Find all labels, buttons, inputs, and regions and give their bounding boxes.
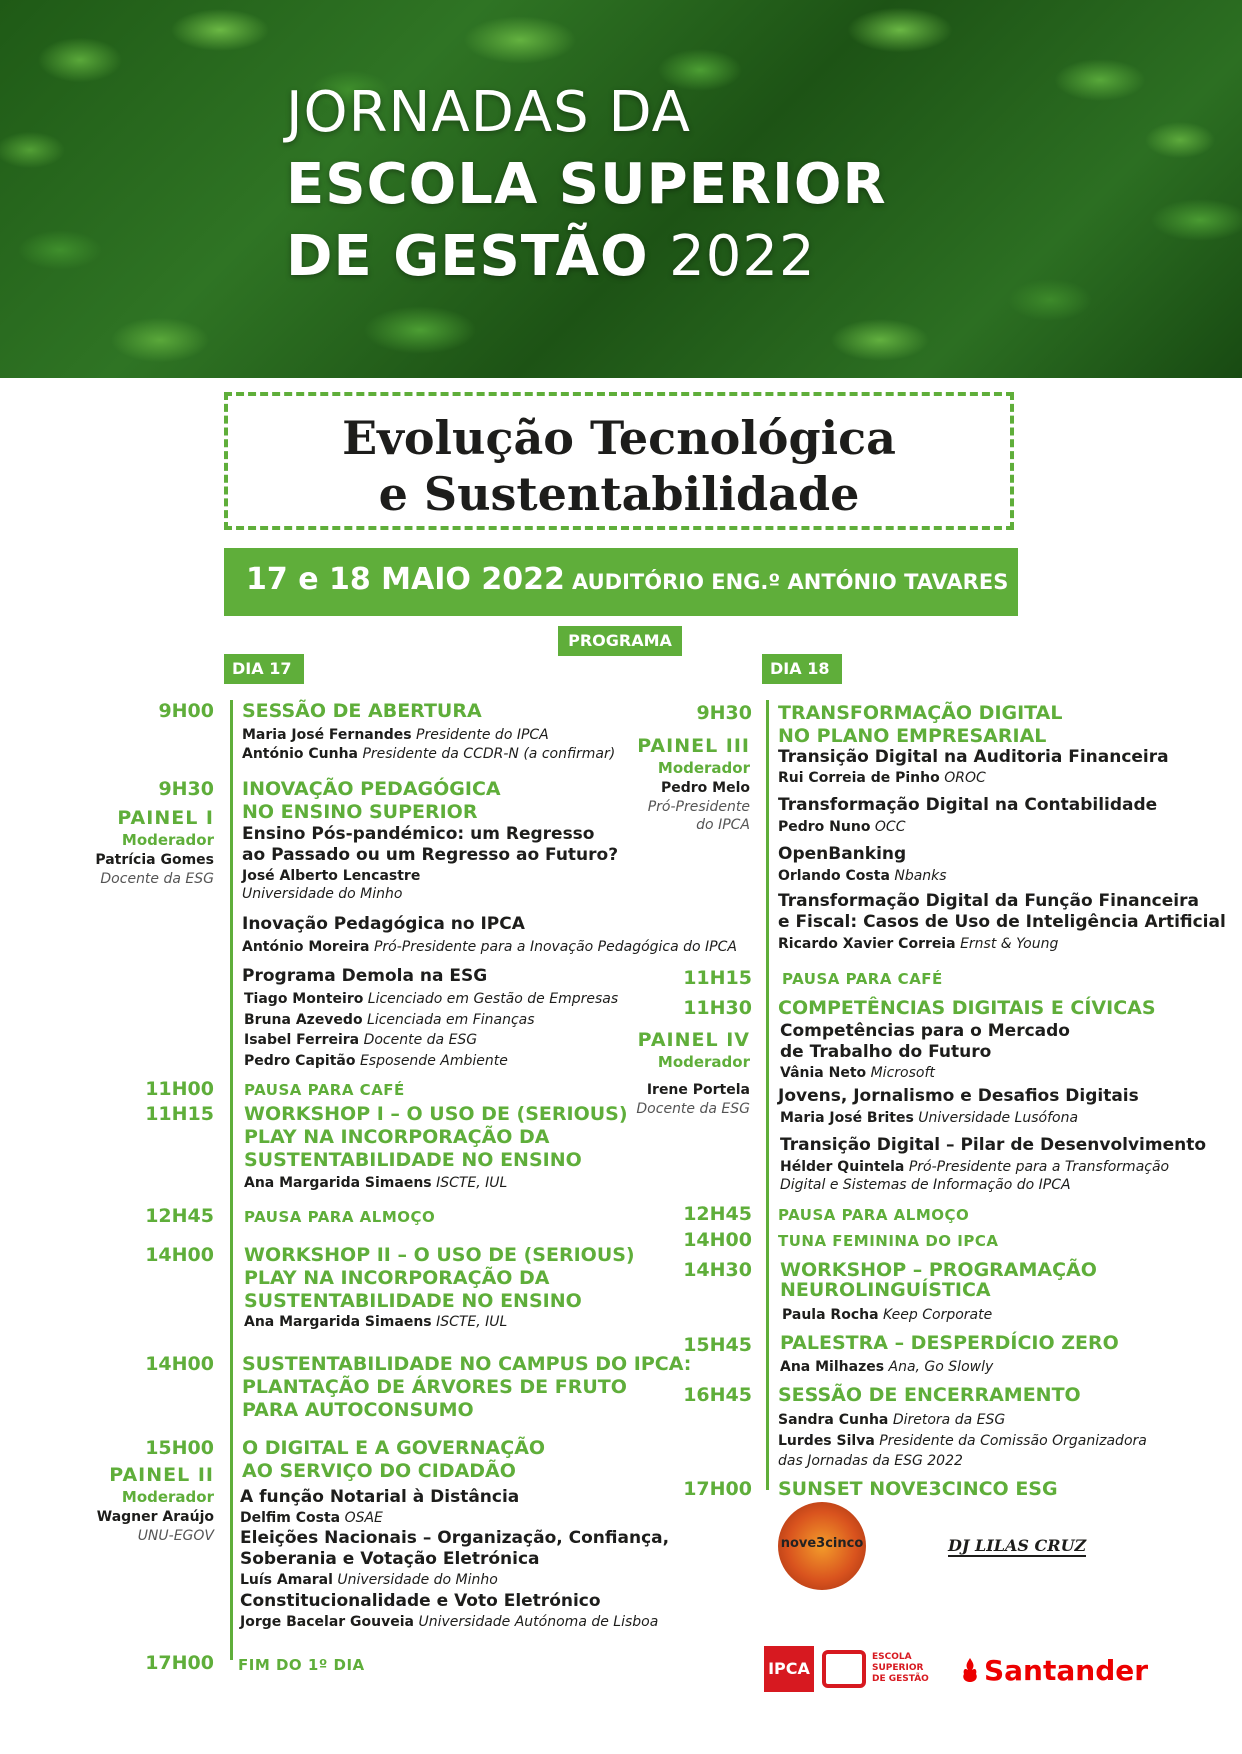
talk-title: Jovens, Jornalismo e Desafios Digitais bbox=[778, 1086, 1139, 1106]
speaker: Delfim Costa OSAE bbox=[240, 1510, 383, 1526]
panel-3-title-1: TRANSFORMAÇÃO DIGITAL bbox=[778, 702, 1063, 724]
time-11h15-d18: 11H15 bbox=[683, 967, 752, 989]
talk-title: Transformação Digital na Contabilidade bbox=[778, 795, 1158, 815]
speaker: Vânia Neto Microsoft bbox=[780, 1065, 935, 1081]
speaker: Paula Rocha Keep Corporate bbox=[782, 1307, 993, 1323]
time-12h45: 12H45 bbox=[145, 1205, 214, 1227]
day-18-tag: DIA 18 bbox=[762, 654, 842, 684]
workshop-1-title-3: SUSTENTABILIDADE NO ENSINO bbox=[244, 1149, 582, 1171]
campus-title-3: PARA AUTOCONSUMO bbox=[242, 1399, 474, 1421]
time-9h30: 9H30 bbox=[158, 778, 214, 800]
time-14h00-d18: 14H00 bbox=[683, 1229, 752, 1251]
panel-1-title-2: NO ENSINO SUPERIOR bbox=[242, 801, 478, 823]
break-lunch: PAUSA PARA ALMOÇO bbox=[244, 1208, 436, 1226]
santander-logo-text: Santander bbox=[984, 1654, 1149, 1687]
speaker: António Cunha Presidente da CCDR-N (a confirmar) bbox=[242, 746, 616, 762]
panel-4-moderator: PAINEL IV Moderador Irene Portela Docente da ESG bbox=[636, 1029, 750, 1117]
panel-2-title-1: O DIGITAL E A GOVERNAÇÃO bbox=[242, 1437, 546, 1459]
dj-lilas-cruz-logo: DJ LILAS CRUZ bbox=[948, 1536, 1087, 1555]
palestra-title: PALESTRA – DESPERDÍCIO ZERO bbox=[780, 1332, 1119, 1354]
talk-title: de Trabalho do Futuro bbox=[780, 1042, 992, 1062]
time-14h00: 14H00 bbox=[145, 1244, 214, 1266]
speaker: Ana Milhazes Ana, Go Slowly bbox=[780, 1359, 994, 1375]
talk-title: Programa Demola na ESG bbox=[242, 966, 488, 986]
sunset-title: SUNSET NOVE3CINCO ESG bbox=[778, 1478, 1058, 1500]
panel-1-title-1: INOVAÇÃO PEDAGÓGICA bbox=[242, 778, 501, 800]
time-15h45: 15H45 bbox=[683, 1334, 752, 1356]
talk-title: e Fiscal: Casos de Uso de Inteligência Artificial bbox=[778, 912, 1226, 932]
speaker: Hélder Quintela Pró-Presidente para a Transformação bbox=[780, 1159, 1170, 1175]
day-17-tag: DIA 17 bbox=[224, 654, 304, 684]
title-year: 2022 bbox=[669, 224, 816, 289]
subtitle-line-2: e Sustentabilidade bbox=[378, 467, 860, 521]
speaker: Rui Correia de Pinho OROC bbox=[778, 770, 986, 786]
workshop-1-title-1: WORKSHOP I – O USO DE (SERIOUS) bbox=[244, 1103, 628, 1125]
talk-title: Inovação Pedagógica no IPCA bbox=[242, 914, 525, 934]
speaker: Lurdes Silva Presidente da Comissão Organizadora bbox=[778, 1433, 1147, 1449]
event-venue: AUDITÓRIO ENG.º ANTÓNIO TAVARES bbox=[572, 570, 1009, 594]
speaker: Maria José Brites Universidade Lusófona bbox=[780, 1110, 1079, 1126]
break-coffee-d18: PAUSA PARA CAFÉ bbox=[782, 970, 943, 988]
speaker-role: Digital e Sistemas de Informação do IPCA bbox=[780, 1177, 1071, 1193]
speaker: António Moreira Pró-Presidente para a Inovação Pedagógica do IPCA bbox=[242, 939, 737, 955]
talk-title: Eleições Nacionais – Organização, Confiança, bbox=[240, 1528, 670, 1548]
tuna: TUNA FEMININA DO IPCA bbox=[778, 1232, 999, 1250]
campus-title-2: PLANTAÇÃO DE ÁRVORES DE FRUTO bbox=[242, 1376, 627, 1398]
esg-logo-mark-icon bbox=[822, 1650, 866, 1688]
break-coffee: PAUSA PARA CAFÉ bbox=[244, 1081, 405, 1099]
workshop-d18-title-2: NEUROLINGUÍSTICA bbox=[780, 1279, 991, 1301]
time-16h45: 16H45 bbox=[683, 1384, 752, 1406]
speaker: Tiago Monteiro Licenciado em Gestão de Empresas bbox=[244, 991, 619, 1007]
time-11h15: 11H15 bbox=[145, 1103, 214, 1125]
time-11h00: 11H00 bbox=[145, 1078, 214, 1100]
speaker: Pedro Nuno OCC bbox=[778, 819, 906, 835]
speaker-name: José Alberto Lencastre bbox=[242, 868, 421, 884]
santander-logo bbox=[960, 1654, 1148, 1687]
session-abertura-title: SESSÃO DE ABERTURA bbox=[242, 700, 482, 722]
santander-flame-icon bbox=[960, 1657, 980, 1683]
timeline-left bbox=[230, 700, 233, 1660]
talk-title: Constitucionalidade e Voto Eletrónico bbox=[240, 1591, 601, 1611]
nove3cinco-logo-text: nove3cinco bbox=[780, 1536, 864, 1551]
speaker: Orlando Costa Nbanks bbox=[778, 868, 947, 884]
time-14h30: 14H30 bbox=[683, 1259, 752, 1281]
title-line-3-text: DE GESTÃO bbox=[286, 224, 649, 289]
timeline-right bbox=[766, 700, 769, 1490]
speaker: Jorge Bacelar Gouveia Universidade Autónoma de Lisboa bbox=[240, 1614, 659, 1630]
subtitle-line-1: Evolução Tecnológica bbox=[342, 411, 896, 465]
talk-title: OpenBanking bbox=[778, 844, 907, 864]
speaker-role: das Jornadas da ESG 2022 bbox=[778, 1453, 963, 1469]
speaker: Bruna Azevedo Licenciada em Finanças bbox=[244, 1012, 535, 1028]
time-14h00-campus: 14H00 bbox=[145, 1353, 214, 1375]
panel-2-title-2: AO SERVIÇO DO CIDADÃO bbox=[242, 1460, 516, 1482]
talk-title: A função Notarial à Distância bbox=[240, 1487, 520, 1507]
speaker: Sandra Cunha Diretora da ESG bbox=[778, 1412, 1006, 1428]
esg-logo-text: ESCOLA SUPERIOR DE GESTÃO bbox=[872, 1652, 929, 1684]
workshop-2-title-2: PLAY NA INCORPORAÇÃO DA bbox=[244, 1267, 550, 1289]
programa-tag: PROGRAMA bbox=[558, 626, 682, 656]
panel-4-title: COMPETÊNCIAS DIGITAIS E CÍVICAS bbox=[778, 997, 1156, 1019]
time-17h00-d18: 17H00 bbox=[683, 1478, 752, 1500]
talk-title: ao Passado ou um Regresso ao Futuro? bbox=[242, 845, 619, 865]
talk-title: Soberania e Votação Eletrónica bbox=[240, 1549, 540, 1569]
title-line-2: ESCOLA SUPERIOR bbox=[286, 152, 887, 217]
speaker-role: Universidade do Minho bbox=[242, 886, 403, 902]
event-date: 17 e 18 MAIO 2022 bbox=[246, 562, 565, 597]
nove3cinco-logo bbox=[778, 1502, 866, 1590]
talk-title: Transição Digital – Pilar de Desenvolvimento bbox=[780, 1135, 1207, 1155]
time-11h30: 11H30 bbox=[683, 997, 752, 1019]
workshop-2-title-1: WORKSHOP II – O USO DE (SERIOUS) bbox=[244, 1244, 635, 1266]
speaker: Luís Amaral Universidade do Minho bbox=[240, 1572, 498, 1588]
workshop-d18-title-1: WORKSHOP – PROGRAMAÇÃO bbox=[780, 1259, 1097, 1281]
speaker: Ricardo Xavier Correia Ernst & Young bbox=[778, 936, 1059, 952]
subtitle-box bbox=[224, 392, 1014, 530]
panel-1-moderator: PAINEL I Moderador Patrícia Gomes Docente da ESG bbox=[95, 807, 214, 887]
panel-2-moderator: PAINEL II Moderador Wagner Araújo UNU-EGOV bbox=[96, 1464, 214, 1544]
speaker: Pedro Capitão Esposende Ambiente bbox=[244, 1053, 508, 1069]
encerramento-title: SESSÃO DE ENCERRAMENTO bbox=[778, 1384, 1081, 1406]
time-9h00: 9H00 bbox=[158, 700, 214, 722]
panel-3-title-2: NO PLANO EMPRESARIAL bbox=[778, 725, 1047, 747]
workshop-2-title-3: SUSTENTABILIDADE NO ENSINO bbox=[244, 1290, 582, 1312]
talk-title: Ensino Pós-pandémico: um Regresso bbox=[242, 824, 595, 844]
time-12h45-d18: 12H45 bbox=[683, 1203, 752, 1225]
break-lunch-d18: PAUSA PARA ALMOÇO bbox=[778, 1206, 970, 1224]
time-9h30-d18: 9H30 bbox=[696, 702, 752, 724]
speaker: Isabel Ferreira Docente da ESG bbox=[244, 1032, 478, 1048]
campus-title-1: SUSTENTABILIDADE NO CAMPUS DO IPCA: bbox=[242, 1353, 692, 1375]
date-bar bbox=[224, 548, 1018, 616]
talk-title: Transição Digital na Auditoria Financeira bbox=[778, 747, 1169, 767]
speaker: Ana Margarida Simaens ISCTE, IUL bbox=[244, 1314, 508, 1330]
time-17h00: 17H00 bbox=[145, 1652, 214, 1674]
speaker: Ana Margarida Simaens ISCTE, IUL bbox=[244, 1175, 508, 1191]
workshop-1-title-2: PLAY NA INCORPORAÇÃO DA bbox=[244, 1126, 550, 1148]
speaker: Maria José Fernandes Presidente do IPCA bbox=[242, 727, 549, 743]
ipca-logo: IPCA bbox=[764, 1646, 814, 1692]
panel-3-moderator: PAINEL III Moderador Pedro Melo Pró-Presidente do IPCA bbox=[637, 735, 750, 833]
title-line-3 bbox=[286, 224, 816, 290]
talk-title: Transformação Digital da Função Financeira bbox=[778, 891, 1199, 911]
time-15h00: 15H00 bbox=[145, 1437, 214, 1459]
end-of-day: FIM DO 1º DIA bbox=[238, 1656, 365, 1674]
talk-title: Competências para o Mercado bbox=[780, 1021, 1070, 1041]
title-line-1: JORNADAS DA bbox=[286, 80, 691, 145]
hero-banner bbox=[0, 0, 1242, 378]
